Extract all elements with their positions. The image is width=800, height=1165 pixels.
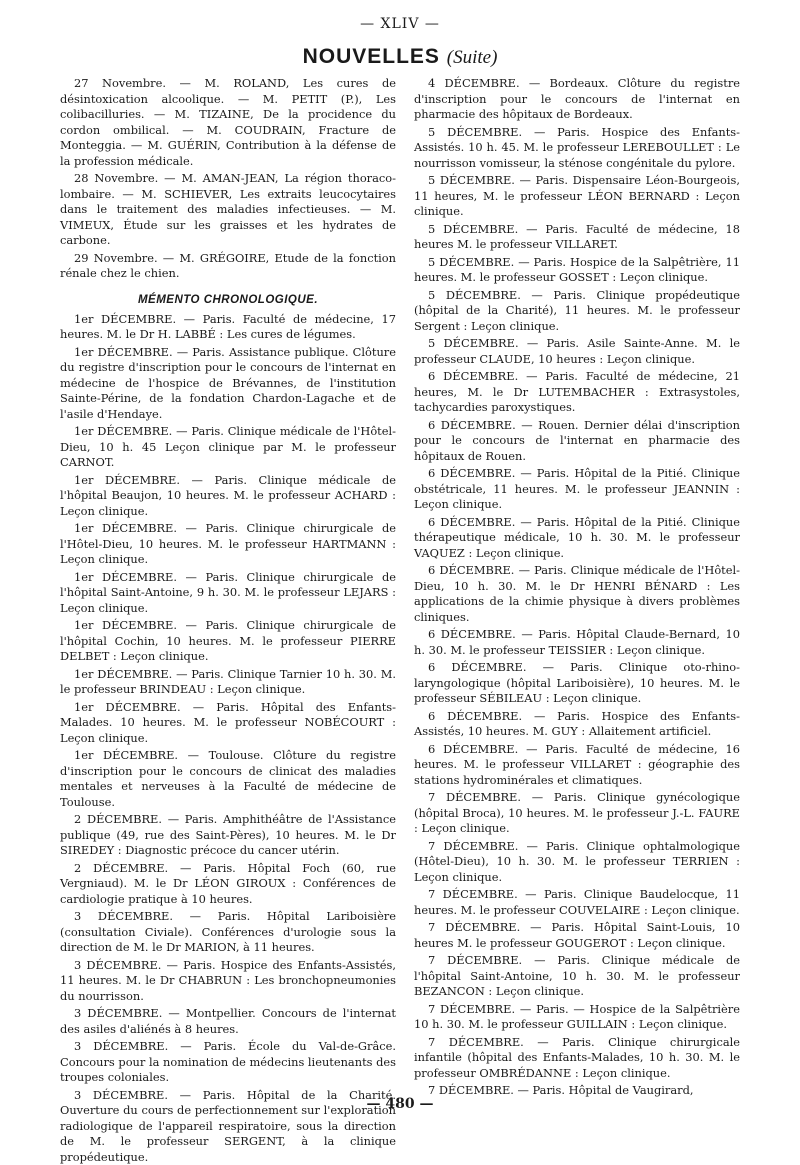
news-entry: 3 DÉCEMBRE. — Paris. Hôpital de la Charité. Ouverture du cours de perfectionnement sur l'exploration radiologique de l'appareil respiratoire, sous la direction de M. le professeur SERGENT, à la clinique propédeutique.	[60, 1088, 396, 1165]
news-entry: 6 DÉCEMBRE. — Paris. Hôpital Claude-Bernard, 10 h. 30. M. le professeur TEISSIER : Leçon clinique.	[414, 627, 740, 658]
news-entry: 1er DÉCEMBRE. — Toulouse. Clôture du registre d'inscription pour le concours de clinicat des maladies mentales et nerveuses à la Faculté de médecine de Toulouse.	[60, 748, 396, 810]
news-entry: 6 DÉCEMBRE. — Paris. Clinique médicale de l'Hôtel-Dieu, 10 h. 30. M. le Dr HENRI BÉNARD : Les applications de la chimie physique à divers problèmes cliniques.	[414, 563, 740, 625]
news-entry: 1er DÉCEMBRE. — Paris. Clinique Tarnier 10 h. 30. M. le professeur BRINDEAU : Leçon clinique.	[60, 667, 396, 698]
news-entry: 3 DÉCEMBRE. — Paris. École du Val-de-Grâce. Concours pour la nomination de médecins lieutenants des troupes coloniales.	[60, 1039, 396, 1086]
news-entry: 1er DÉCEMBRE. — Paris. Clinique chirurgicale de l'Hôtel-Dieu, 10 heures. M. le professeur HARTMANN : Leçon clinique.	[60, 521, 396, 568]
news-entry: 2 DÉCEMBRE. — Paris. Amphithéâtre de l'Assistance publique (49, rue des Saint-Pères), 10 heures. M. le Dr SIREDEY : Diagnostic précoce du cancer utérin.	[60, 812, 396, 859]
news-entry: 6 DÉCEMBRE. — Rouen. Dernier délai d'inscription pour le concours de l'internat en pharmacie des hôpitaux de Rouen.	[414, 418, 740, 465]
news-entry: 29 Novembre. — M. GRÉGOIRE, Etude de la fonction rénale chez le chien.	[60, 251, 396, 282]
news-entry: 7 DÉCEMBRE. — Paris. Clinique gynécologique (hôpital Broca), 10 heures. M. le professeur J.-L. FAURE : Leçon clinique.	[414, 790, 740, 837]
news-entry: 3 DÉCEMBRE. — Paris. Hospice des Enfants-Assistés, 11 heures. M. le Dr CHABRUN : Les bronchopneumonies du nourrisson.	[60, 958, 396, 1005]
news-entry: 6 DÉCEMBRE. — Paris. Hospice des Enfants-Assistés, 10 heures. M. GUY : Allaitement artificiel.	[414, 709, 740, 740]
news-entry: 5 DÉCEMBRE. — Paris. Hospice de la Salpêtrière, 11 heures. M. le professeur GOSSET : Leçon clinique.	[414, 255, 740, 286]
memento-heading: MÉMENTO CHRONOLOGIQUE.	[60, 294, 396, 306]
news-entry: 6 DÉCEMBRE. — Paris. Hôpital de la Pitié. Clinique thérapeutique médicale, 10 h. 30. M. le professeur VAQUEZ : Leçon clinique.	[414, 515, 740, 562]
news-entry: 6 DÉCEMBRE. — Paris. Faculté de médecine, 21 heures, M. le Dr LUTEMBACHER : Extrasystoles, tachycardies paroxystiques.	[414, 369, 740, 416]
right-entries	[414, 76, 740, 1099]
news-entry: 7 DÉCEMBRE. — Paris. Hôpital Saint-Louis, 10 heures M. le professeur GOUGEROT : Leçon clinique.	[414, 920, 740, 951]
roman-page-number: — XLIV —	[0, 16, 800, 32]
news-entry: 1er DÉCEMBRE. — Paris. Clinique médicale de l'hôpital Beaujon, 10 heures. M. le professeur ACHARD : Leçon clinique.	[60, 473, 396, 520]
news-entry: 4 DÉCEMBRE. — Bordeaux. Clôture du registre d'inscription pour le concours de l'internat en pharmacie des hôpitaux de Bordeaux.	[414, 76, 740, 123]
news-entry: 6 DÉCEMBRE. — Paris. Hôpital de la Pitié. Clinique obstétricale, 11 heures. M. le professeur JEANNIN : Leçon clinique.	[414, 466, 740, 513]
page-title	[0, 45, 800, 69]
news-entry: 3 DÉCEMBRE. — Montpellier. Concours de l'internat des asiles d'aliénés à 8 heures.	[60, 1006, 396, 1037]
news-entry: 7 DÉCEMBRE. — Paris. — Hospice de la Salpêtrière 10 h. 30. M. le professeur GUILLAIN : Leçon clinique.	[414, 1002, 740, 1033]
news-entry: 1er DÉCEMBRE. — Paris. Clinique médicale de l'Hôtel-Dieu, 10 h. 45 Leçon clinique par M. le professeur CARNOT.	[60, 424, 396, 471]
left-memento-entries	[60, 312, 396, 1165]
news-entry: 1er DÉCEMBRE. — Paris. Clinique chirurgicale de l'hôpital Cochin, 10 heures. M. le professeur PIERRE DELBET : Leçon clinique.	[60, 618, 396, 665]
page-number: — 480 —	[0, 1096, 800, 1112]
news-entry: 28 Novembre. — M. AMAN-JEAN, La région thoraco-lombaire. — M. SCHIEVER, Les extraits leucocytaires dans le traitement des maladies infectieuses. — M. VIMEUX, Étude sur les graisses et les hydrates de carbone.	[60, 171, 396, 249]
news-entry: 5 DÉCEMBRE. — Paris. Faculté de médecine, 18 heures M. le professeur VILLARET.	[414, 222, 740, 253]
news-entry: 7 DÉCEMBRE. — Paris. Clinique médicale de l'hôpital Saint-Antoine, 10 h. 30. M. le professeur BEZANCON : Leçon clinique.	[414, 953, 740, 1000]
news-entry: 1er DÉCEMBRE. — Paris. Faculté de médecine, 17 heures. M. le Dr H. LABBÉ : Les cures de légumes.	[60, 312, 396, 343]
news-entry: 6 DÉCEMBRE. — Paris. Clinique oto-rhino-laryngologique (hôpital Lariboisière), 10 heures. M. le professeur SÉBILEAU : Leçon clinique.	[414, 660, 740, 707]
news-entry: 7 DÉCEMBRE. — Paris. Clinique ophtalmologique (Hôtel-Dieu), 10 h. 30. M. le professeur TERRIEN : Leçon clinique.	[414, 839, 740, 886]
left-top-entries	[60, 76, 396, 282]
news-entry: 7 DÉCEMBRE. — Paris. Clinique Baudelocque, 11 heures. M. le professeur COUVELAIRE : Leçon clinique.	[414, 887, 740, 918]
title-suite: (Suite)	[447, 47, 498, 68]
news-entry: 2 DÉCEMBRE. — Paris. Hôpital Foch (60, rue Vergniaud). M. le Dr LÉON GIROUX : Conférences de cardiologie pratique à 10 heures.	[60, 861, 396, 908]
news-entry: 27 Novembre. — M. ROLAND, Les cures de désintoxication alcoolique. — M. PETIT (P.), Les colibacilluries. — M. TIZAINE, De la procidence du cordon ombilical. — M. COUDRAIN, Fracture de Monteggia. — M. GUÉRIN, Contribution à la défense de la profession médicale.	[60, 76, 396, 169]
news-entry: 1er DÉCEMBRE. — Paris. Assistance publique. Clôture du registre d'inscription pour le concours de l'internat en médecine de l'hospice de Brévannes, de l'institution Sainte-Périne, de la fondation Chardon-Lagache et de l'asile d'Hendaye.	[60, 345, 396, 423]
left-column	[60, 76, 396, 1098]
news-entry: 5 DÉCEMBRE. — Paris. Dispensaire Léon-Bourgeois, 11 heures, M. le professeur LÉON BERNARD : Leçon clinique.	[414, 173, 740, 220]
news-entry: 5 DÉCEMBRE. — Paris. Asile Sainte-Anne. M. le professeur CLAUDE, 10 heures : Leçon clinique.	[414, 336, 740, 367]
news-entry: 6 DÉCEMBRE. — Paris. Faculté de médecine, 16 heures. M. le professeur VILLARET : géographie des stations hydrominérales et climatiques.	[414, 742, 740, 789]
news-entry: 1er DÉCEMBRE. — Paris. Hôpital des Enfants-Malades. 10 heures. M. le professeur NOBÉCOURT : Leçon clinique.	[60, 700, 396, 747]
news-entry: 7 DÉCEMBRE. — Paris. Clinique chirurgicale infantile (hôpital des Enfants-Malades, 10 h. 30. M. le professeur OMBRÉDANNE : Leçon clinique.	[414, 1035, 740, 1082]
news-entry: 5 DÉCEMBRE. — Paris. Clinique propédeutique (hôpital de la Charité), 11 heures. M. le professeur Sergent : Leçon clinique.	[414, 288, 740, 335]
news-entry: 7 DÉCEMBRE. — Paris. Hôpital de Vaugirard,	[414, 1083, 740, 1099]
right-column	[414, 76, 740, 1098]
news-entry: 5 DÉCEMBRE. — Paris. Hospice des Enfants-Assistés. 10 h. 45. M. le professeur LEREBOULLET : Le nourrisson vomisseur, la sténose congénitale du pylore.	[414, 125, 740, 172]
news-entry: 3 DÉCEMBRE. — Paris. Hôpital Lariboisière (consultation Civiale). Conférences d'urologie sous la direction de M. le Dr MARION, à 11 heures.	[60, 909, 396, 956]
news-entry: 1er DÉCEMBRE. — Paris. Clinique chirurgicale de l'hôpital Saint-Antoine, 9 h. 30. M. le professeur LEJARS : Leçon clinique.	[60, 570, 396, 617]
title-text: NOUVELLES	[303, 45, 440, 68]
